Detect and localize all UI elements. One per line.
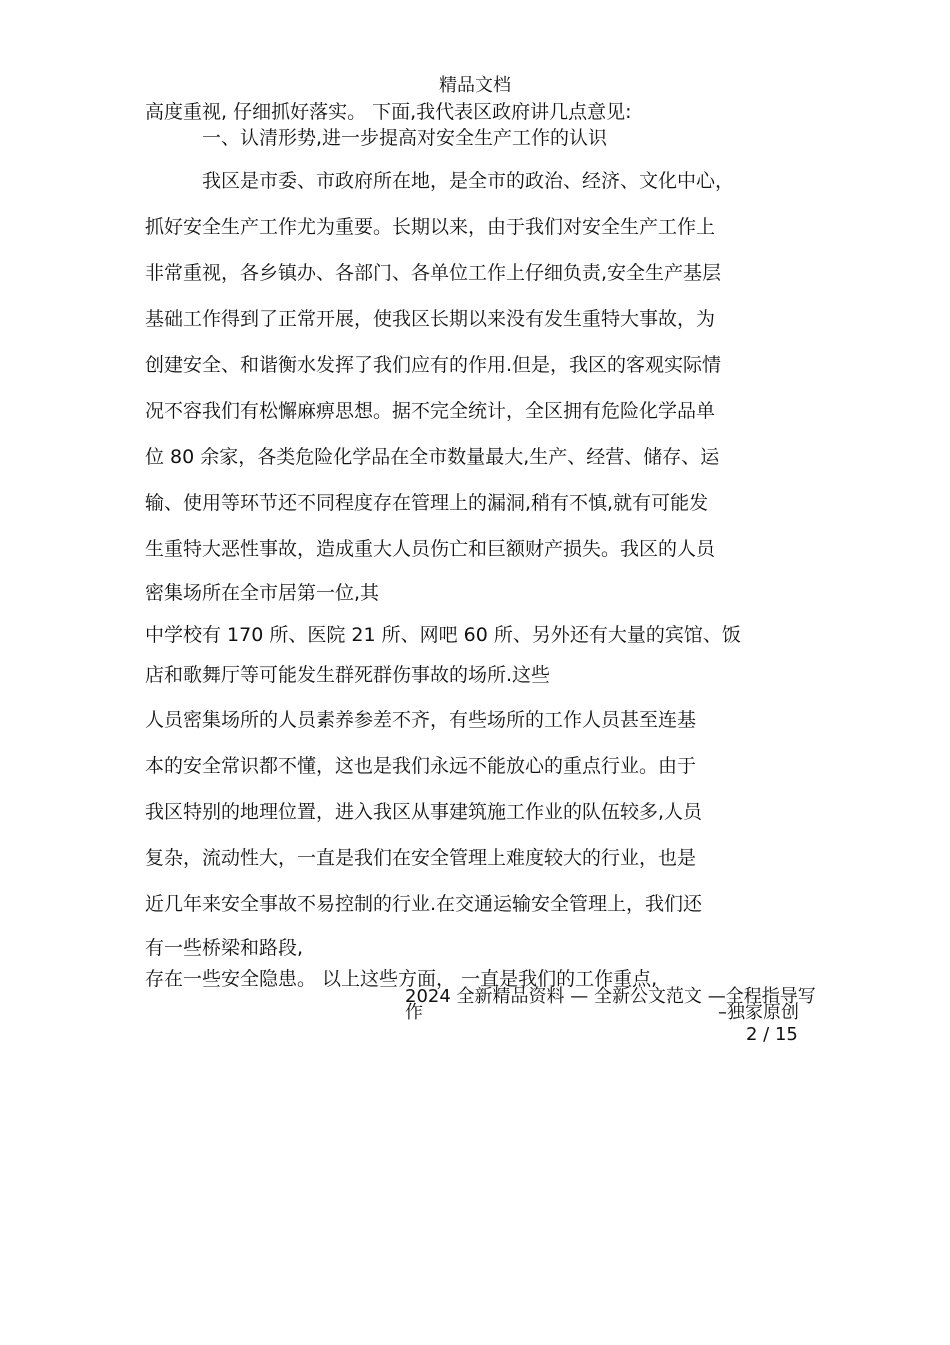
body-line-15: 人员密集场所的人员素养参差不齐，有些场所的工作人员甚至连基 — [145, 709, 697, 731]
body-line-21: 存在一些安全隐患。 以上这些方面， 一直是我们的工作重点, — [145, 968, 658, 990]
body-line-12: 密集场所在全市居第一位,其 — [145, 582, 380, 604]
section-heading: 一、认清形势,进一步提高对安全生产工作的认识 — [202, 127, 608, 149]
body-line-20: 有一些桥梁和路段, — [145, 937, 304, 959]
body-line-8: 况不容我们有松懈麻痹思想。据不完全统计，全区拥有危险化学品单 — [145, 400, 716, 422]
page-header-title: 精品文档 — [439, 75, 511, 96]
footer-promo-line: 2024 全新精品资料 — 全新公文范文 —全程指导写 — [405, 986, 816, 1007]
body-line-9: 位 80 余家，各类危险化学品在全市数量最大,生产、经营、储存、运 — [145, 446, 720, 468]
body-line-16: 本的安全常识都不懂，这也是我们永远不能放心的重点行业。由于 — [145, 755, 697, 777]
body-line-7: 创建安全、和谐衡水发挥了我们应有的作用.但是，我区的客观实际情 — [145, 354, 722, 376]
body-line-6: 基础工作得到了正常开展，使我区长期以来没有发生重特大事故，为 — [145, 308, 716, 330]
page-number: 2 / 15 — [746, 1024, 798, 1045]
body-line-5: 非常重视，各乡镇办、各部门、各单位工作上仔细负责,安全生产基层 — [145, 262, 722, 284]
footer-promo-wrap: 作 — [405, 1002, 423, 1023]
body-line-13: 中学校有 170 所、医院 21 所、网吧 60 所、另外还有大量的宾馆、饭 — [145, 624, 741, 646]
body-line-17: 我区特别的地理位置，进入我区从事建筑施工作业的队伍较多,人员 — [145, 801, 703, 823]
footer-original-tag: –独家原创 — [718, 1002, 799, 1023]
body-line-14: 店和歌舞厅等可能发生群死群伤事故的场所.这些 — [145, 664, 551, 686]
body-line-4: 抓好安全生产工作尤为重要。长期以来，由于我们对安全生产工作上 — [145, 216, 716, 238]
body-line-18: 复杂，流动性大，一直是我们在安全管理上难度较大的行业，也是 — [145, 847, 697, 869]
body-line-19: 近几年来安全事故不易控制的行业.在交通运输安全管理上，我们还 — [145, 893, 703, 915]
body-line-3: 我区是市委、市政府所在地，是全市的政治、经济、文化中心， — [202, 170, 735, 192]
body-line-10: 输、使用等环节还不同程度存在管理上的漏洞,稍有不慎,就有可能发 — [145, 492, 709, 514]
body-line-11: 生重特大恶性事故，造成重大人员伤亡和巨额财产损失。我区的人员 — [145, 538, 716, 560]
body-line-1: 高度重视, 仔细抓好落实。 下面,我代表区政府讲几点意见: — [145, 101, 632, 123]
